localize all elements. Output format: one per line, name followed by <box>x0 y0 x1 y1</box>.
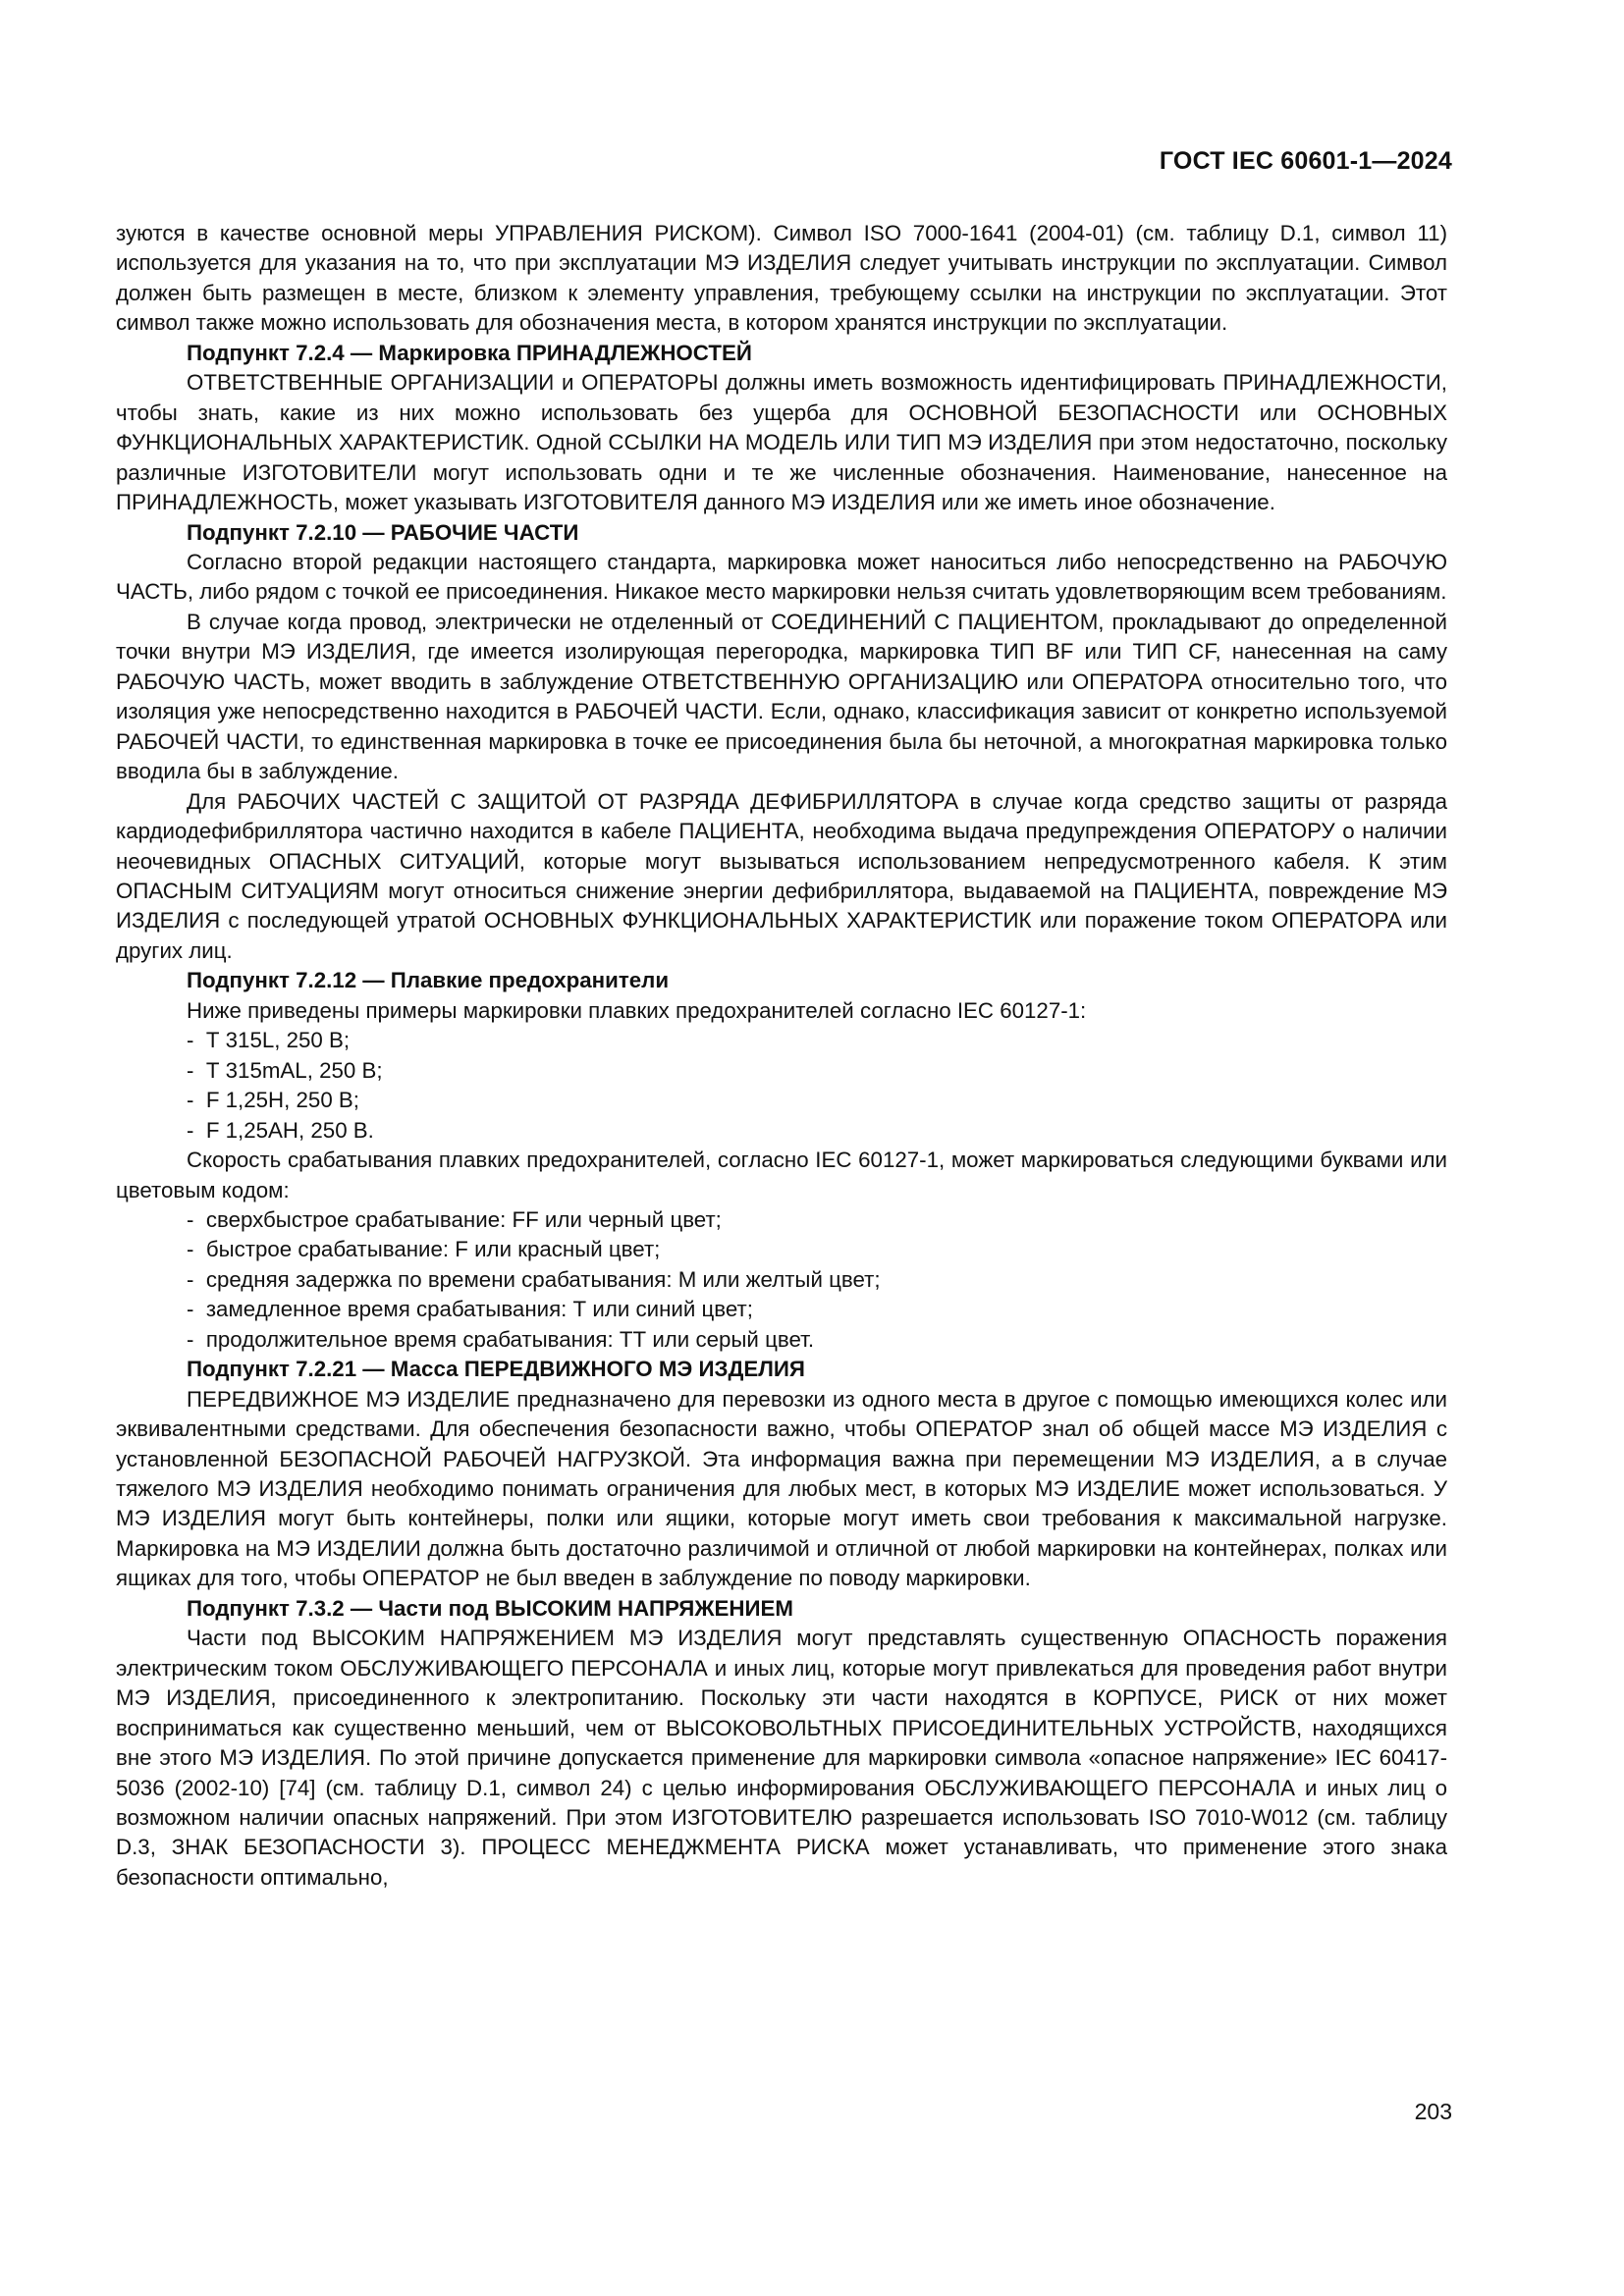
section-7-3-2-paragraph: Части под ВЫСОКИМ НАПРЯЖЕНИЕМ МЭ ИЗДЕЛИЯ могут представлять существенную ОПАСНОСТЬ поражения электрическим током ОБСЛУЖИВАЮЩЕГО ПЕРСОНАЛА и иных лиц, которые могут привлекаться для проведения работ внутри МЭ ИЗДЕЛИЯ, присоединенного к электропитанию. Поскольку эти части находятся в КОРПУСЕ, РИСК от них может восприниматься как существенно меньший, чем от ВЫСОКОВОЛЬТНЫХ ПРИСОЕДИНИТЕЛЬНЫХ УСТРОЙСТВ, находящихся вне этого МЭ ИЗДЕЛИЯ. По этой причине допускается применение для маркировки символа «опасное напряжение» IEC 60417-5036 (2002-10) [74] (см. таблицу D.1, символ 24) с целью информирования ОБСЛУЖИВАЮЩЕГО ПЕРСОНАЛА и иных лиц о возможном наличии опасных напряжений. При этом ИЗГОТОВИТЕЛЮ разрешается использовать ISO 7010-W012 (см. таблицу D.3, ЗНАК БЕЗОПАСНОСТИ 3). ПРОЦЕСС МЕНЕДЖМЕНТА РИСКА может устанавливать, что применение этого знака безопасности оптимально, <box>116 1626 1447 1890</box>
document-body <box>116 219 1447 1893</box>
section-7-2-4-paragraph: ОТВЕТСТВЕННЫЕ ОРГАНИЗАЦИИ и ОПЕРАТОРЫ должны иметь возможность идентифицировать ПРИНАДЛЕЖНОСТИ, чтобы знать, какие из них можно использовать без ущерба для ОСНОВНОЙ БЕЗОПАСНОСТИ или ОСНОВНЫХ ФУНКЦИОНАЛЬНЫХ ХАРАКТЕРИСТИК. Одной ССЫЛКИ НА МОДЕЛЬ ИЛИ ТИП МЭ ИЗДЕЛИЯ при этом недостаточно, поскольку различные ИЗГОТОВИТЕЛИ могут использовать одни и те же численные обозначения. Наименование, нанесенное на ПРИНАДЛЕЖНОСТЬ, может указывать ИЗГОТОВИТЕЛЯ данного МЭ ИЗДЕЛИЯ или же иметь иное обозначение. <box>116 370 1447 515</box>
list-item: - средняя задержка по времени срабатывания: М или желтый цвет; <box>116 1265 1447 1295</box>
fuse-speed-codes <box>116 1205 1447 1355</box>
list-item: - Т 315mAL, 250 В; <box>116 1056 1447 1086</box>
standard-designation: ГОСТ IEC 60601-1—2024 <box>1159 147 1452 175</box>
fuse-speed-intro: Скорость срабатывания плавких предохранителей, согласно IEC 60127-1, может маркироваться следующими буквами или цветовым кодом: <box>116 1148 1447 1202</box>
section-7-2-10-paragraph-2: В случае когда провод, электрически не отделенный от СОЕДИНЕНИЙ С ПАЦИЕНТОМ, прокладывают до определенной точки внутри МЭ ИЗДЕЛИЯ, где имеется изолирующая перегородка, маркировка ТИП BF или ТИП CF, нанесенная на саму РАБОЧУЮ ЧАСТЬ, может вводить в заблуждение ОТВЕТСТВЕННУЮ ОРГАНИЗАЦИЮ или ОПЕРАТОРА относительно того, что изоляция уже непосредственно находится в РАБОЧЕЙ ЧАСТИ. Если, однако, классификация зависит от конкретно используемой РАБОЧЕЙ ЧАСТИ, то единственная маркировка в точке ее присоединения была бы неточной, а многократная маркировка только вводила бы в заблуждение. <box>116 609 1447 784</box>
list-item: - F 1,25H, 250 В; <box>116 1086 1447 1115</box>
list-item: - быстрое срабатывание: F или красный цвет; <box>116 1235 1447 1264</box>
list-item: - продолжительное время срабатывания: ТТ или серый цвет. <box>116 1325 1447 1355</box>
section-heading-7-2-10: Подпункт 7.2.10 — РАБОЧИЕ ЧАСТИ <box>187 519 579 545</box>
section-heading-7-2-12: Подпункт 7.2.12 — Плавкие предохранители <box>187 968 670 993</box>
section-7-2-21-paragraph: ПЕРЕДВИЖНОЕ МЭ ИЗДЕЛИЕ предназначено для перевозки из одного места в другое с помощью имеющихся колес или эквивалентными средствами. Для обеспечения безопасности важно, чтобы ОПЕРАТОР знал об общей массе МЭ ИЗДЕЛИЯ с установленной БЕЗОПАСНОЙ РАБОЧЕЙ НАГРУЗКОЙ. Эта информация важна при перемещении МЭ ИЗДЕЛИЯ, а в случае тяжелого МЭ ИЗДЕЛИЯ необходимо понимать ограничения для любых мест, в которых МЭ ИЗДЕЛИЕ может использоваться. У МЭ ИЗДЕЛИЯ могут быть контейнеры, полки или ящики, которые могут иметь свои требования к максимальной нагрузке. Маркировка на МЭ ИЗДЕЛИИ должна быть достаточно различимой и отличной от любой маркировки на контейнерах, полках или ящиках для того, чтобы ОПЕРАТОР не был введен в заблуждение по поводу маркировки. <box>116 1386 1447 1591</box>
section-heading-7-2-4: Подпункт 7.2.4 — Маркировка ПРИНАДЛЕЖНОСТЕЙ <box>187 340 752 365</box>
fuse-examples-intro: Ниже приведены примеры маркировки плавких предохранителей согласно IEC 60127-1: <box>187 997 1087 1023</box>
section-7-2-10-paragraph-1: Согласно второй редакции настоящего стандарта, маркировка может наноситься либо непосредственно на РАБОЧУЮ ЧАСТЬ, либо рядом с точкой ее присоединения. Никакое место маркировки нельзя считать удовлетворяющим всем требованиям. <box>116 549 1447 605</box>
list-item: - Т 315L, 250 В; <box>116 1026 1447 1055</box>
intro-paragraph: зуются в качестве основной меры УПРАВЛЕНИЯ РИСКОМ). Символ ISO 7000-1641 (2004-01) (см. таблицу D.1, символ 11) используется для указания на то, что при эксплуатации МЭ ИЗДЕЛИЯ следует учитывать инструкции по эксплуатации. Символ должен быть размещен в месте, близком к элементу управления, требующему ссылки на инструкции по эксплуатации. Этот символ также можно использовать для обозначения места, в котором хранятся инструкции по эксплуатации. <box>116 221 1447 336</box>
list-item: - сверхбыстрое срабатывание: FF или черный цвет; <box>116 1205 1447 1235</box>
section-7-2-10-paragraph-3: Для РАБОЧИХ ЧАСТЕЙ С ЗАЩИТОЙ ОТ РАЗРЯДА ДЕФИБРИЛЛЯТОРА в случае когда средство защиты от разряда кардиодефибриллятора частично находится в кабеле ПАЦИЕНТА, необходима выдача предупреждения ОПЕРАТОРУ о наличии неочевидных ОПАСНЫХ СИТУАЦИЙ, которые могут вызываться использованием непредусмотренного кабеля. К этим ОПАСНЫМ СИТУАЦИЯМ могут относиться снижение энергии дефибриллятора, выдаваемой на ПАЦИЕНТА, повреждение МЭ ИЗДЕЛИЯ с последующей утратой ОСНОВНЫХ ФУНКЦИОНАЛЬНЫХ ХАРАКТЕРИСТИК или поражение током ОПЕРАТОРА или других лиц. <box>116 788 1447 963</box>
fuse-marking-examples <box>116 1026 1447 1146</box>
section-heading-7-2-21: Подпункт 7.2.21 — Масса ПЕРЕДВИЖНОГО МЭ ИЗДЕЛИЯ <box>187 1357 805 1382</box>
list-item: - замедленное время срабатывания: Т или синий цвет; <box>116 1295 1447 1324</box>
section-heading-7-3-2: Подпункт 7.3.2 — Части под ВЫСОКИМ НАПРЯЖЕНИЕМ <box>187 1595 793 1621</box>
page-number: 203 <box>1414 2099 1452 2124</box>
list-item: - F 1,25AH, 250 В. <box>116 1116 1447 1146</box>
